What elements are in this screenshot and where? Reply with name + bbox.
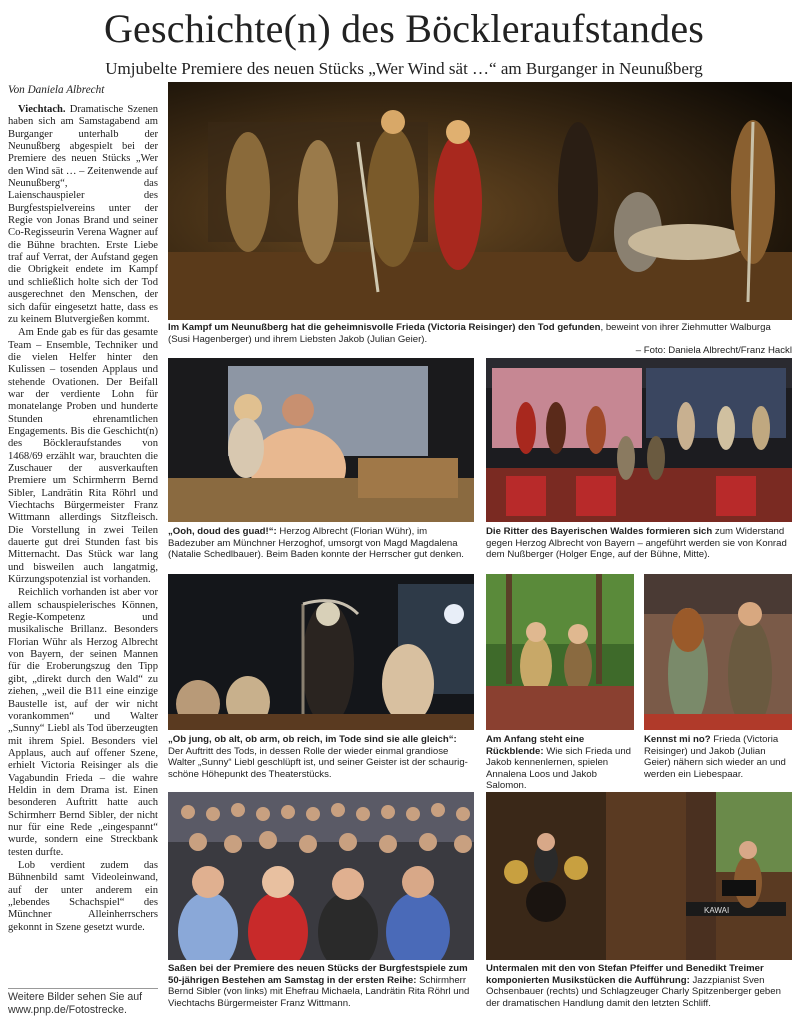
paragraph-text: Lob verdient zudem das Bühnenbild samt Videoleinwand, auf der unter anderem ein „lebendes Schachspiel“ des Münchner Alleinherrschers gekonnt in Szene gesetzt wurde. xyxy=(8,859,158,933)
byline: Von Daniela Albrecht xyxy=(8,84,105,96)
caption-bold: Im Kampf um Neunußberg hat die geheimnisvolle Frieda (Victoria Reisinger) den Tod gefunden xyxy=(168,322,601,333)
photo-death-scene xyxy=(168,574,474,730)
caption-text: Herzog Albrecht (Florian Wühr), im Badezuber am Münchner Herzoghof, umsorgt von Magd Magdalena (Natalie Schedlbauer). Beim Baden konnte der Herrscher gut denken. xyxy=(168,526,464,561)
dateline: Viechtach. xyxy=(18,104,66,115)
photo-couple xyxy=(644,574,792,730)
caption-bold: Die Ritter des Bayerischen Waldes formieren sich xyxy=(486,526,713,537)
caption-bold: Saßen bei der Premiere des neuen Stücks der Burgfestspiele zum 50-jährigen Bestehen am Samstag in der ersten Reihe: xyxy=(168,963,468,986)
article-body xyxy=(8,104,158,935)
piano-brand-label: KAWAI xyxy=(704,906,730,915)
photo-knights-stage xyxy=(486,358,792,522)
photo-flashback-children xyxy=(486,574,634,730)
paragraph xyxy=(8,327,158,586)
paragraph xyxy=(8,860,158,934)
caption-couple xyxy=(644,734,792,780)
caption-audience xyxy=(168,963,474,1009)
photo-audience xyxy=(168,792,474,960)
caption-flashback xyxy=(486,734,634,792)
photo-musicians xyxy=(486,792,792,960)
caption-bath xyxy=(168,526,474,561)
caption-text: , beweint von ihrer Ziehmutter Walburga (Susi Hagenberger) und ihrem Liebsten Jakob (Julian Geier). xyxy=(168,322,771,345)
paragraph-text: Reichlich vorhanden ist aber vor allem schauspielerisches Können, Regie-Kompetenz und musikalische Brillanz. Besonders Florian Wühr als Herzog Albrecht von Bayern, der seinen Mannen für die Eroberungszug den Tipp gibt, „direkt durch den Wald“ zu ziehen, „weil die B11 eine einzige Baustelle ist, auf der wir nicht vorankommen“ und Walter „Sunny“ Liebl als Tod überzeugten mit ihrem Spiel. Besonders viel Applaus, auch auf offener Szene, erhielt Victoria Reisinger als die Vagabundin Frieda – die wahre Heldin in dem Drama ist. Einen besonderen Auftritt hatte auch Schirmherr Bernd Sibler, der nicht nur für eine Rede „eingespannt“ wurde, sondern eine Streckbank testen durfte. xyxy=(8,587,158,858)
photo-battle-scene xyxy=(168,82,792,320)
caption-text: zum Widerstand gegen Herzog Albrecht von Bayern – angeführt werden sie von Konrad dem Nußberger (Holger Enge, auf der Bühne, Mitte). xyxy=(486,526,787,561)
photo-credit: – Foto: Daniela Albrecht/Franz Hackl xyxy=(635,345,792,357)
caption-text: Der Auftritt des Tods, in dessen Rolle der wieder einmal grandiose Walter „Sunny“ Liebl geschlüpft ist, und seiner Geister ist der schaurig-schöne Höhepunkt des Theaterstücks. xyxy=(168,745,468,780)
caption-bold: „Ooh, doud des guad!“: xyxy=(168,526,277,537)
caption-bold: Kennst mi no? xyxy=(644,734,711,745)
caption-text: Wie sich Frieda und Jakob kennenlernen, spielen Annalena Loos und Jakob Salomon. xyxy=(486,745,632,792)
caption-text: Frieda (Victoria Reisinger) und Jakob (Julian Geier) nähern sich wieder an und werden ein Liebespaar. xyxy=(644,734,786,780)
caption-music xyxy=(486,963,792,1009)
photo-bath-scene xyxy=(168,358,474,522)
caption-main xyxy=(168,322,792,357)
caption-bold: „Ob jung, ob alt, ob arm, ob reich, im Tode sind sie alle gleich“: xyxy=(168,734,457,745)
caption-text: Schirmherr Bernd Sibler (von links) mit Ehefrau Michaela, Landrätin Rita Röhrl und Viechtachs Bürgermeister Franz Wittmann. xyxy=(168,974,470,1009)
article-headline: Geschichte(n) des Böckleraufstandes xyxy=(103,6,705,51)
paragraph xyxy=(8,587,158,859)
paragraph-text: Am Ende gab es für das gesamte Team – Ensemble, Techniker und die vielen Helfer hinter den Kulissen – tosenden Applaus und stehende Ovationen. Der Beifall war der verdiente Lohn für monatelange Proben und hunderte Stunden ehrenamtlichen Engagements. Bis die Geschicht(n) des Böckleraufstandes von 1468/69 erzählt war, brauchten die Zuschauer der ausverkauften Premiere um Schirmherrn Bernd Sibler, Landrätin Rita Röhrl und Viechtachs Bürgermeister Franz Wittmann allerdings Sitzfleisch. Die Vorstellung in zwei Teilen dauerte gut drei Stunden fast bis Mitternacht. Das Stück war lang und bisweilen auch langatmig, Kürzungspotenzial ist vorhanden. xyxy=(8,327,158,586)
paragraph xyxy=(8,104,158,326)
more-photos-note: Weitere Bilder sehen Sie auf www.pnp.de/Fotostrecke. xyxy=(8,988,158,1016)
article-subheadline: Umjubelte Premiere des neuen Stücks „Wer Wind sät …“ am Burganger in Neunußberg xyxy=(105,59,703,78)
caption-text: Jazzpianist Sven Ochsenbauer (rechts) und Schlagzeuger Charly Spitzenberger geben der dramatischen Handlung damit den letzten Schliff. xyxy=(486,974,781,1009)
caption-bold: Untermalen mit den von Stefan Pfeiffer und Benedikt Treimer komponierten Musikstücken die Aufführung: xyxy=(486,963,764,986)
caption-bold: Am Anfang steht eine Rückblende: xyxy=(486,734,585,757)
caption-knights xyxy=(486,526,792,561)
paragraph-text: Dramatische Szenen haben sich am Samstagabend am Burganger unterhalb der Neunußberg abgespielt bei der Premiere des neuen Stücks „Wer den Wind sät … – Zeitenwende auf Neunußberg“, das Laienschauspieler des Burgfestspielvereins unter der Regie von Jonas Brand und seiner Co-Regisseurin Verena Wagner auf die Bühne brachten. Erste Liebe traf auf Verrat, der Aufstand gegen die Obrigkeit endete im Kampf und schließlich holte sich der Tod ausgerechnet den Menschen, der sich dafür eingesetzt hatte, dass es zu keinem Blutvergießen kommt. xyxy=(8,104,158,325)
caption-death xyxy=(168,734,474,780)
